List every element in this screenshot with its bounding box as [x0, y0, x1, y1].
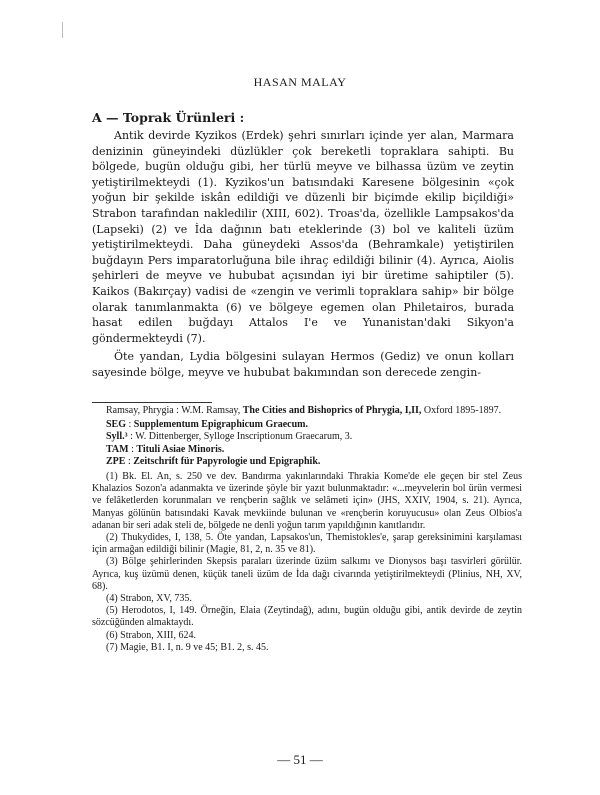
abbreviation-text: Tituli Asiae Minoris.: [136, 443, 225, 455]
footnote-6: (6) Strabon, XIII, 624.: [106, 629, 196, 641]
abbreviation-text: Supplementum Epigraphicum Graecum.: [133, 419, 308, 431]
footnote-3: (3) Bölge şehirlerinden Skepsis paraları üzerinde üzüm salkımı ve Dionysos başı tasvirleri görülür. Ayrıca, kuş üzümü denen, küçük taneli üzüm de İda dağı civarında yetiştirilmekteydi (Plinius, NH, XV, 68).: [92, 556, 522, 592]
abbreviation-entry: [106, 405, 522, 417]
abbreviation-key: SEG: [106, 419, 127, 431]
abbreviation-key: Syll.³: [106, 431, 128, 443]
footnote-divider: [92, 402, 212, 403]
abbreviation-text: W. Dittenberger, Sylloge Inscriptionum Graecarum, 3.: [135, 431, 353, 443]
margin-mark: [62, 22, 63, 38]
abbreviation-key: ZPE: [106, 455, 126, 467]
abbreviation-entry: ZPE : Zeitschrift für Papyrologie und Epigraphik.: [106, 455, 321, 467]
abbreviation-title: The Cities and Bishoprics of Phrygia, I,II,: [242, 405, 422, 416]
section-heading: A — Toprak Ürünleri :: [92, 110, 245, 125]
footnotes-area: [92, 405, 522, 654]
body-text: [92, 128, 514, 381]
footnote-2: (2) Thukydides, I, 138, 5. Öte yandan, Lapsakos'un, Themistokles'e, şarap gereksinimini karşılaması için armağan edildiği bilinir (Magie, 81, 2, n. 35 ve 81).: [92, 532, 522, 556]
abbreviation-suffix: Oxford 1895-1897.: [421, 405, 502, 416]
footnote-4: (4) Strabon, XV, 735.: [106, 593, 192, 605]
abbreviation-prefix: Ramsay, Phrygia : W.M. Ramsay,: [106, 405, 243, 416]
page-number: — 51 —: [277, 752, 323, 767]
paragraph: Öte yandan, Lydia bölgesini sulayan Hermos (Gediz) ve onun kolları sayesinde bölge, meyve ve hububat bakımından son derecede zengin-: [92, 350, 514, 379]
abbreviation-text: Zeitschrift für Papyrologie und Epigraphik.: [133, 455, 321, 467]
abbreviation-entry: SEG : Supplementum Epigraphicum Graecum.: [106, 419, 308, 431]
footnote-1: (1) Bk. El. An, s. 250 ve dev. Bandırma yakınlarındaki Thrakia Kome'de ele geçen bir stel Zeus Khalazios Sozon'a adanmakta ve üzerinde şöyle bir yazıt bulunmaktadır: «...meyvelerin bol ürün vermesi ve felâketlerden korunmaları ve rençberin sağlık ve selâmeti için» (JHS, XXIV, 1904, s. 21). Ayrıca, Manyas gölünün batısındaki Kavak mevkiinde bulunan ve «rençberin koruyucusu» olan Zeus Olbios'a adanan bir seri adak steli de, bölgede ne denli yoğun tarım yapıldığının kanıtlarıdır.: [92, 471, 522, 531]
abbreviation-entry: TAM : Tituli Asiae Minoris.: [106, 443, 225, 455]
footnote-5: (5) Herodotos, I, 149. Örneğin, Elaia (Zeytindağ), adını, bugün olduğu gibi, antik devirde de zeytin sözcüğünden almaktaydı.: [92, 605, 522, 629]
abbreviation-entry: Syll.³ : W. Dittenberger, Sylloge Inscriptionum Graecarum, 3.: [106, 431, 353, 443]
paragraph: Antik devirde Kyzikos (Erdek) şehri sınırları içinde yer alan, Marmara denizinin güneyindeki düzlükler çok bereketli topraklara sahipti. Bu bölgede, bugün olduğu gibi, her türlü meyve ve bilhassa üzüm ve zeytin yetiştirilmekteydi (1). Kyzikos'un batısındaki Karesene bölgesinin «çok yoğun bir şekilde iskân edildiği ve düzenli bir biçimde ekilip biçildiği» Strabon tarafından nakledilir (XIII, 602). Troas'da, özellikle Lampsakos'da (Lapseki) (2) ve İda dağının batı eteklerinde (3) bol ve kaliteli üzüm yetiştirilmekteydi. Daha güneydeki Assos'da (Behramkale) yetiştirilen buğdayın Pers imparatorluğuna bile ihraç edildiği bilinir (4). Ayrıca, Aiolis şehirleri de meyve ve hububat açısından iyi bir üretime sahiptiler (5). Kaikos (Bakırçay) vadisi de «zengin ve verimli topraklara sahip» bir bölge olarak tanımlanmakta (6) ve bölgeye egemen olan Philetairos, burada hasat edilen buğdayı Attalos I'e ve Yunanistan'daki Sikyon'a göndermekteydi (7).: [92, 129, 514, 345]
abbreviation-key: TAM: [106, 443, 129, 455]
footnote-7: (7) Magie, B1. I, n. 9 ve 45; B1. 2, s. 45.: [106, 641, 269, 653]
running-header: HASAN MALAY: [253, 75, 347, 89]
